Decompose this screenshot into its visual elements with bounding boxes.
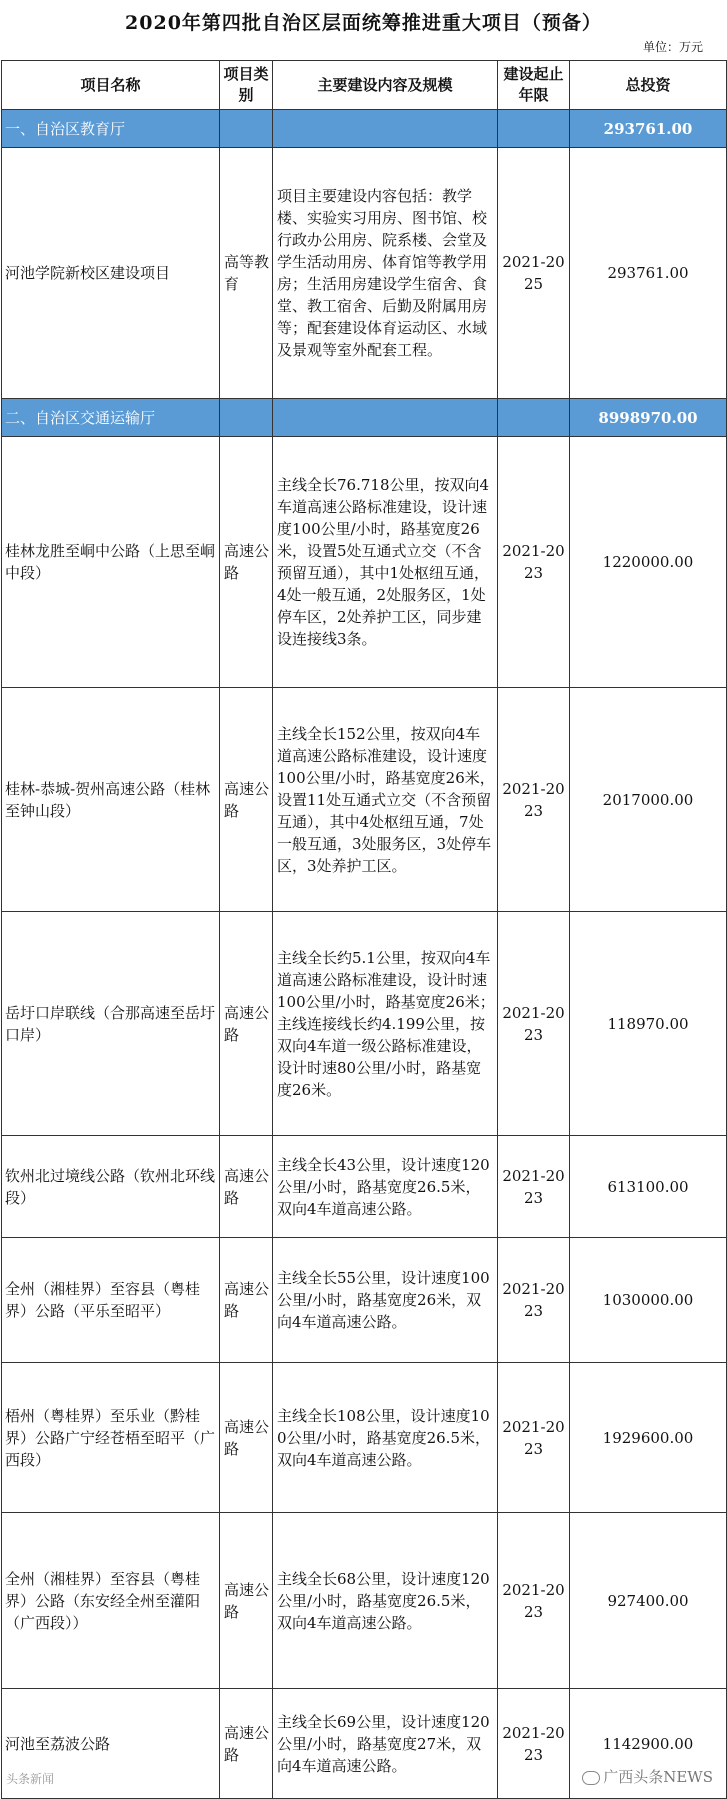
table-row <box>2 1363 727 1513</box>
project-name: 桂林龙胜至峒中公路（上思至峒中段） <box>2 437 220 688</box>
project-period: 2021-2025 <box>498 148 570 399</box>
table-row <box>2 1513 727 1689</box>
table-row <box>2 1136 727 1238</box>
project-name: 河池至荔波公路 <box>2 1689 220 1799</box>
project-type: 高速公路 <box>220 1238 273 1363</box>
project-name: 岳圩口岸联线（合那高速至岳圩口岸） <box>2 912 220 1136</box>
watermark-right <box>582 1766 713 1787</box>
table-row <box>2 437 727 688</box>
section-name: 一、自治区教育厅 <box>2 110 220 148</box>
projects-table <box>1 60 727 1799</box>
project-investment: 1142900.00 <box>570 1689 727 1799</box>
project-type: 高等教育 <box>220 148 273 399</box>
project-period: 2021-2023 <box>498 1238 570 1363</box>
section-total: 293761.00 <box>570 110 727 148</box>
header-content: 主要建设内容及规模 <box>273 61 498 110</box>
table-row <box>2 912 727 1136</box>
table-row <box>2 148 727 399</box>
project-content: 主线全长76.718公里，按双向4车道高速公路标准建设，设计速度100公里/小时，路基宽度26米，设置5处互通式立交（不含预留互通），其中1处枢纽互通，4处一般互通，2处服务区，1处停车区，2处养护工区，同步建设连接线3条。 <box>273 437 498 688</box>
project-name: 全州（湘桂界）至容县（粤桂界）公路（平乐至昭平） <box>2 1238 220 1363</box>
project-investment: 118970.00 <box>570 912 727 1136</box>
watermark-left: 头条新闻 <box>6 1772 55 1786</box>
header-investment: 总投资 <box>570 61 727 110</box>
project-period: 2021-2023 <box>498 437 570 688</box>
project-investment: 1030000.00 <box>570 1238 727 1363</box>
project-type: 高速公路 <box>220 1513 273 1689</box>
project-type: 高速公路 <box>220 1136 273 1238</box>
project-content: 主线全长68公里，设计速度120公里/小时，路基宽度26.5米，双向4车道高速公路。 <box>273 1513 498 1689</box>
project-investment: 293761.00 <box>570 148 727 399</box>
project-investment: 927400.00 <box>570 1513 727 1689</box>
table-row <box>2 1238 727 1363</box>
project-content: 主线全长69公里，设计速度120公里/小时，路基宽度27米，双向4车道高速公路。 <box>273 1689 498 1799</box>
project-content: 主线全长108公里，设计速度100公里/小时，路基宽度26.5米，双向4车道高速公路。 <box>273 1363 498 1513</box>
project-investment: 1929600.00 <box>570 1363 727 1513</box>
watermark-right-text: 广西头条NEWS <box>603 1768 713 1786</box>
section-total: 8998970.00 <box>570 399 727 437</box>
project-content: 主线全长152公里，按双向4车道高速公路标准建设，设计速度100公里/小时，路基宽度26米，设置11处互通式立交（不含预留互通），其中4处枢纽互通，7处一般互通，3处服务区，3处停车区，3处养护工区。 <box>273 688 498 912</box>
project-content: 项目主要建设内容包括：教学楼、实验实习用房、图书馆、校行政办公用房、院系楼、会堂及学生活动用房、体育馆等教学用房；生活用房建设学生宿舍、食堂、教工宿舍、后勤及附属用房等；配套建设体育运动区、水域及景观等室外配套工程。 <box>273 148 498 399</box>
project-investment: 2017000.00 <box>570 688 727 912</box>
project-period: 2021-2023 <box>498 912 570 1136</box>
project-name: 桂林-恭城-贺州高速公路（桂林至钟山段） <box>2 688 220 912</box>
project-content: 主线全长55公里，设计速度100公里/小时，路基宽度26米，双向4车道高速公路。 <box>273 1238 498 1363</box>
project-investment: 1220000.00 <box>570 437 727 688</box>
wechat-icon <box>582 1771 600 1785</box>
page-title: 2020年第四批自治区层面统筹推进重大项目（预备） <box>125 12 602 34</box>
table-header-row <box>2 61 727 110</box>
project-investment: 613100.00 <box>570 1136 727 1238</box>
project-type: 高速公路 <box>220 688 273 912</box>
project-period: 2021-2023 <box>498 1689 570 1799</box>
unit-label: 单位：万元 <box>642 40 703 54</box>
project-name: 梧州（粤桂界）至乐业（黔桂界）公路广宁经苍梧至昭平（广西段） <box>2 1363 220 1513</box>
project-name: 钦州北过境线公路（钦州北环线段） <box>2 1136 220 1238</box>
project-period: 2021-2023 <box>498 688 570 912</box>
project-period: 2021-2023 <box>498 1136 570 1238</box>
project-content: 主线全长43公里，设计速度120公里/小时，路基宽度26.5米，双向4车道高速公路。 <box>273 1136 498 1238</box>
project-type: 高速公路 <box>220 912 273 1136</box>
project-period: 2021-2023 <box>498 1363 570 1513</box>
table-row <box>2 688 727 912</box>
project-name: 河池学院新校区建设项目 <box>2 148 220 399</box>
project-type: 高速公路 <box>220 1363 273 1513</box>
section-row <box>2 399 727 437</box>
project-name: 全州（湘桂界）至容县（粤桂界）公路（东安经全州至灌阳（广西段）） <box>2 1513 220 1689</box>
project-period: 2021-2023 <box>498 1513 570 1689</box>
section-row <box>2 110 727 148</box>
header-name: 项目名称 <box>2 61 220 110</box>
header-type: 项目类别 <box>220 61 273 110</box>
header-period: 建设起止年限 <box>498 61 570 110</box>
project-content: 主线全长约5.1公里，按双向4车道高速公路标准建设，设计时速100公里/小时，路基宽度26米；主线连接线长约4.199公里，按双向4车道一级公路标准建设，设计时速80公里/小时，路基宽度26米。 <box>273 912 498 1136</box>
section-name: 二、自治区交通运输厅 <box>2 399 220 437</box>
project-type: 高速公路 <box>220 1689 273 1799</box>
project-type: 高速公路 <box>220 437 273 688</box>
